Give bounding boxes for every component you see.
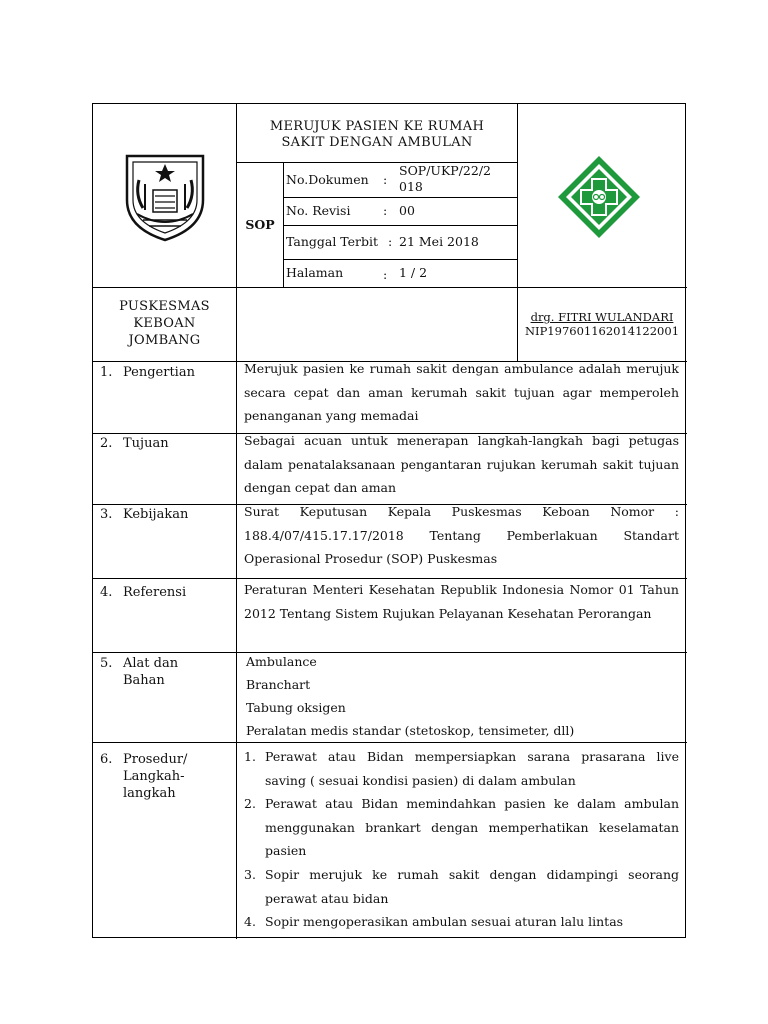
section-number: 5. xyxy=(100,656,113,671)
section-text: Sebagai acuan untuk menerapan langkah-langkah bagi petugas dalam penatalaksanaan pengantaran rujukan kerumah sakit tujuan dengan cepat dan aman xyxy=(244,433,679,495)
org-line: JOMBANG xyxy=(128,333,201,348)
regional-emblem-icon xyxy=(123,150,207,242)
field-separator: : xyxy=(383,172,388,187)
document-number-line: 018 xyxy=(399,179,423,194)
step-number: 1. xyxy=(244,749,256,764)
divider xyxy=(283,259,518,260)
section-text: Surat Keputusan Kepala Puskesmas Keboan Nomor : 188.4/07/415.17.17/2018 Tentang Pemberlakuan Standart Operasional Prosedur (SOP) Puskesmas xyxy=(244,504,679,566)
section-label-line: Alat dan xyxy=(123,656,179,671)
section-text: Merujuk pasien ke rumah sakit dengan ambulance adalah merujuk secara cepat dan aman kerumah sakit tujuan agar memperoleh penanganan yang memadai xyxy=(244,361,679,423)
procedure-step xyxy=(244,910,679,934)
section-label xyxy=(123,751,187,802)
signatory xyxy=(517,310,687,338)
title-line: SAKIT DENGAN AMBULAN xyxy=(281,135,473,150)
organization-name xyxy=(93,298,236,349)
step-text: Sopir mengoperasikan ambulan sesuai aturan lalu lintas xyxy=(265,914,624,929)
org-line: KEBOAN xyxy=(133,316,196,331)
puskesmas-cross-icon xyxy=(556,154,642,240)
section-number: 1. xyxy=(100,365,113,380)
procedure-step xyxy=(244,863,679,910)
section-label-line: Prosedur/ xyxy=(123,752,188,767)
divider xyxy=(93,287,687,288)
procedure-step xyxy=(244,745,679,792)
section-label-line: Bahan xyxy=(123,673,165,688)
title-line: MERUJUK PASIEN KE RUMAH xyxy=(269,119,485,134)
divider xyxy=(93,742,687,743)
section-label-line: Langkah- xyxy=(123,769,185,784)
list-item: Branchart xyxy=(246,677,311,692)
section-label: Tujuan xyxy=(123,436,169,451)
field-separator: : xyxy=(388,234,393,249)
equipment-list xyxy=(246,650,681,742)
sop-document xyxy=(92,103,686,938)
step-number: 4. xyxy=(244,914,256,929)
divider xyxy=(283,197,518,198)
field-label: No. Revisi xyxy=(286,203,351,218)
document-number xyxy=(399,163,491,195)
document-title xyxy=(237,119,517,151)
sop-label: SOP xyxy=(245,217,275,232)
section-label: Kebijakan xyxy=(123,507,189,522)
step-number: 2. xyxy=(244,796,256,811)
section-text: Peraturan Menteri Kesehatan Republik Indonesia Nomor 01 Tahun 2012 Tentang Sistem Rujukan Pelayanan Kesehatan Perorangan xyxy=(244,582,679,621)
field-separator: : xyxy=(383,267,388,282)
list-item: Tabung oksigen xyxy=(246,700,346,715)
section-number: 2. xyxy=(100,436,113,451)
section-label-line: langkah xyxy=(123,786,176,801)
revision-value: 00 xyxy=(399,203,415,218)
org-line: PUSKESMAS xyxy=(119,299,210,314)
step-text: Perawat atau Bidan memindahkan pasien ke dalam ambulan menggunakan brankart dengan memperhatikan keselamatan pasien xyxy=(265,796,679,858)
step-number: 3. xyxy=(244,867,256,882)
signatory-nip: NIP197601162014122001 xyxy=(524,324,680,338)
divider xyxy=(283,225,518,226)
list-item: Ambulance xyxy=(246,654,317,669)
procedure-step xyxy=(244,792,679,863)
step-text: Sopir merujuk ke rumah sakit dengan didampingi seorang perawat atau bidan xyxy=(265,867,679,906)
section-number: 6. xyxy=(100,752,113,767)
field-label: Halaman xyxy=(286,265,344,280)
issue-date: 21 Mei 2018 xyxy=(399,234,479,249)
section-label: Referensi xyxy=(123,585,187,600)
step-text: Perawat atau Bidan mempersiapkan sarana prasarana live saving ( sesuai kondisi pasien) di dalam ambulan xyxy=(265,749,679,788)
section-label xyxy=(123,655,178,689)
field-separator: : xyxy=(383,203,388,218)
signatory-name: drg. FITRI WULANDARI xyxy=(530,310,674,324)
section-label: Pengertian xyxy=(123,365,195,380)
document-number-line: SOP/UKP/22/2 xyxy=(399,163,491,178)
field-label: No.Dokumen xyxy=(286,172,369,187)
section-number: 4. xyxy=(100,585,113,600)
page-value: 1 / 2 xyxy=(399,265,428,280)
field-label: Tanggal Terbit xyxy=(286,234,379,249)
section-number: 3. xyxy=(100,507,113,522)
list-item: Peralatan medis standar (stetoskop, tensimeter, dll) xyxy=(246,723,575,738)
